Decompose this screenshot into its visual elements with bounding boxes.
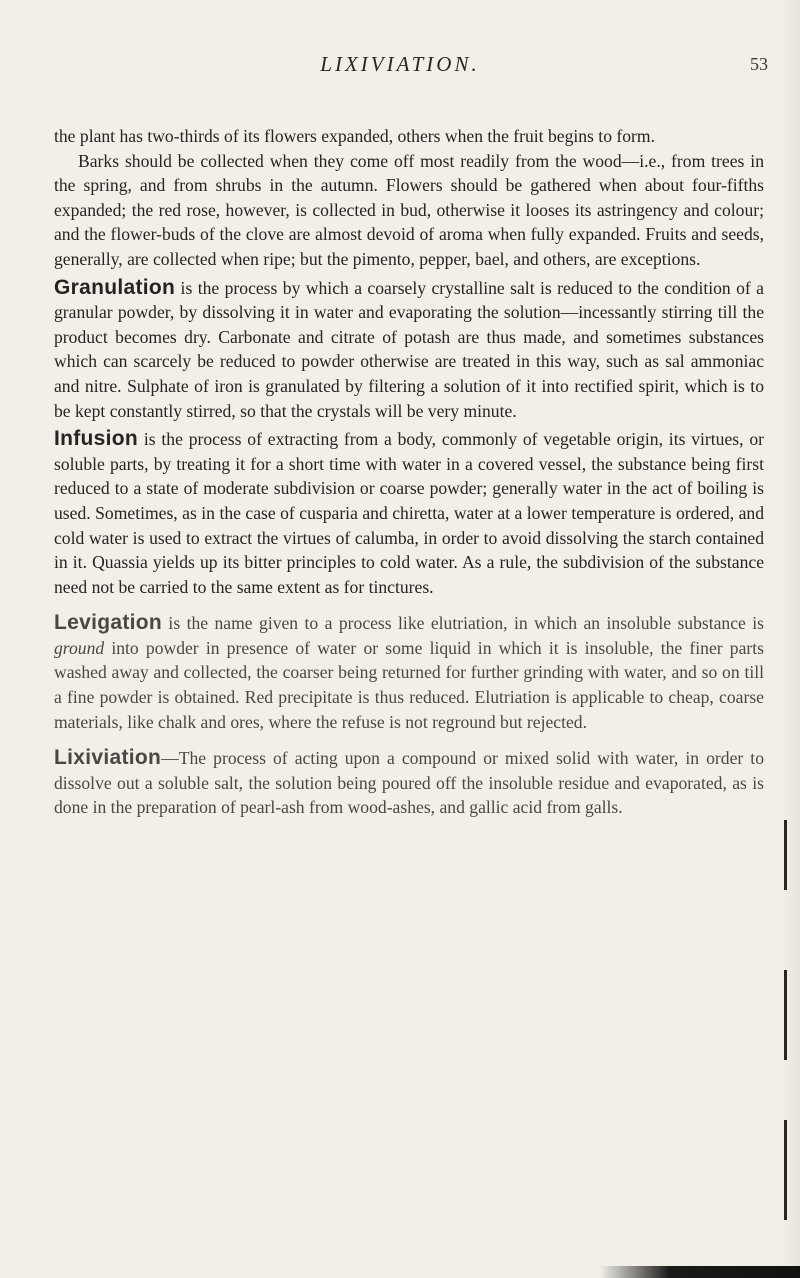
- binding-mark: [784, 1120, 787, 1220]
- running-title: LIXIVIATION.: [320, 52, 480, 76]
- section-granulation: [54, 276, 764, 424]
- term-infusion: Infusion: [54, 427, 139, 451]
- term-granulation: Granulation: [54, 275, 176, 299]
- body-text: [54, 124, 764, 820]
- levigation-emphasis: ground: [54, 637, 105, 658]
- page-number: 53: [750, 54, 768, 74]
- levigation-definition-end: into powder in presence of water or some liquid in which it is insoluble, the finer parts washed away and collected, the coarser being returned for further grinding with water, and so on till a fine powder is obtained. Red precipitate is thus reduced. Elutriation is applicable to cheap, coarse materials, like chalk and ores, where the refuse is not reground but rejected.: [54, 637, 764, 732]
- term-levigation: Levigation: [54, 611, 163, 635]
- binding-mark: [784, 820, 787, 890]
- scan-bottom-edge: [600, 1266, 800, 1278]
- paragraph-barks: Barks should be collected when they come off most readily from the wood—i.e., from trees in the spring, and from shrubs in the autumn. Flowers should be gathered when about four-fifths expanded; the red rose, however, is collected in bud, otherwise it looses its astringency and colour; and the flower-buds of the clove are almost devoid of aroma when fully expanded. Fruits and seeds, generally, are collected when ripe; but the pimento, pepper, bael, and others, are exceptions.: [54, 150, 764, 269]
- infusion-definition: is the process of extracting from a body, commonly of vegetable origin, its virtues, or soluble parts, by treating it for a short time with water in a covered vessel, the substance being first reduced to a state of moderate subdivision or coarse powder; generally water in the act of boiling is used. Sometimes, as in the case of cusparia and chiretta, water at a lower temperature is ordered, and cold water is used to extract the virtues of calumba, in order to avoid dissolving the starch contained in it. Quassia yields up its bitter principles to cold water. As a rule, the subdivision of the substance need not be carried to the same extent as for tinctures.: [54, 429, 764, 597]
- levigation-definition-start: is the name given to a process like elutriation, in which an insoluble substance is: [162, 613, 764, 634]
- granulation-definition: is the process by which a coarsely crystalline salt is reduced to the condition of a granular powder, by dissolving it in water and evaporating the solution—incessantly stirring till the product becomes dry. Carbonate and citrate of potash are thus made, and sometimes substances which can scarcely be reduced to powder otherwise are treated in this way, such as sal ammoniac and nitre. Sulphate of iron is granulated by filtering a solution of it into rectified spirit, which is to be kept constantly stirred, so that the crystals will be very minute.: [54, 277, 764, 421]
- binding-mark: [784, 970, 787, 1060]
- section-levigation: [54, 611, 764, 734]
- paragraph-plant-continuation: the plant has two-thirds of its flowers expanded, others when the fruit begins to form.: [54, 126, 655, 146]
- term-lixiviation: Lixiviation: [54, 746, 162, 770]
- lixiviation-definition: —The process of acting upon a compound or mixed solid with water, in order to dissolve out a soluble salt, the solution being poured off the insoluble residue and evaporated, as is done in the preparation of pearl-ash from wood-ashes, and gallic acid from galls.: [54, 748, 764, 818]
- section-infusion: [54, 427, 764, 599]
- section-lixiviation: [54, 746, 764, 820]
- binding-marks: [784, 820, 790, 1220]
- running-head: [0, 52, 800, 82]
